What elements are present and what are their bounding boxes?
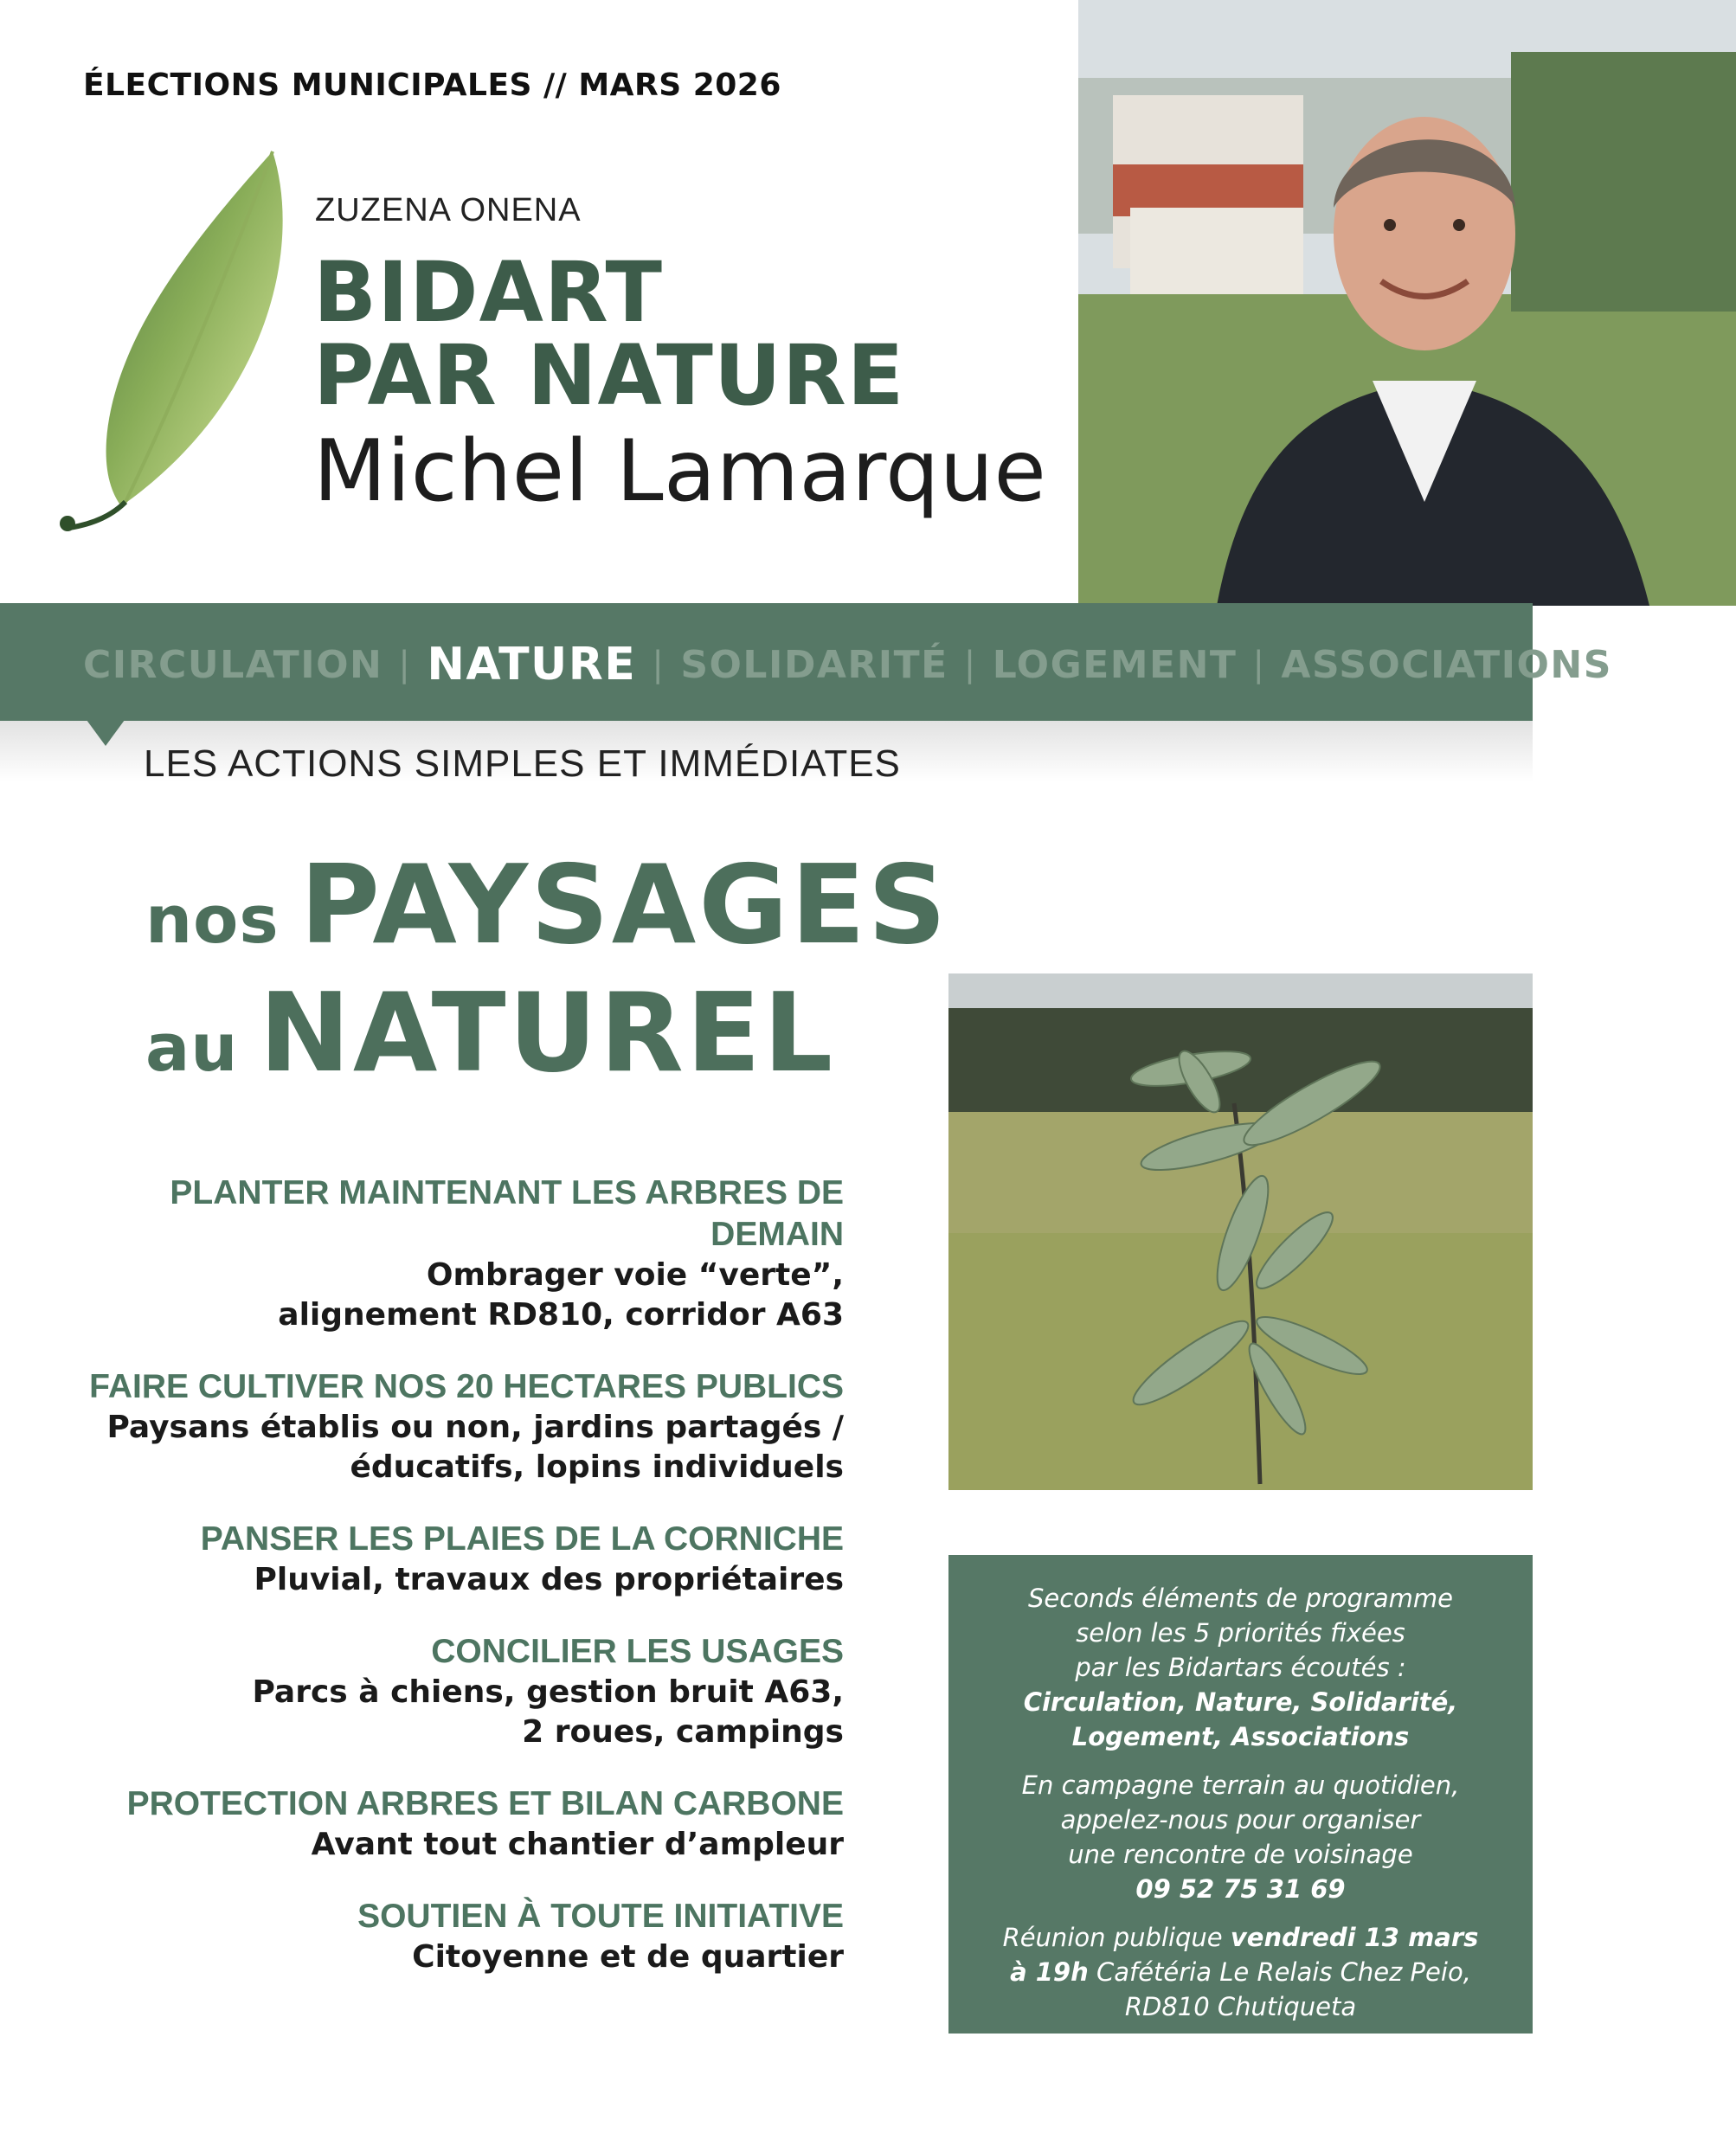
headline-line-1 [145, 841, 949, 968]
nav-item-solidarite: SOLIDARITÉ [680, 642, 948, 687]
title-line-2: PAR NATURE [313, 327, 905, 424]
nav-separator: | [963, 645, 977, 684]
info-line: par les Bidartars écoutés : [1075, 1653, 1406, 1682]
nav-pointer [87, 720, 125, 746]
info-contact-paragraph [948, 1768, 1533, 1906]
program-text: Paysans établis ou non, jardins partagés / [106, 1410, 844, 1445]
meeting-location: RD810 Chutiqueta [1124, 1992, 1357, 2021]
program-list [35, 1173, 844, 2008]
program-item [35, 1783, 844, 1865]
program-item [35, 1173, 844, 1335]
program-text: alignement RD810, corridor A63 [278, 1297, 844, 1333]
headline-big-1: PAYSAGES [299, 841, 949, 968]
info-priorities: Circulation, Nature, Solidarité, [1023, 1687, 1458, 1717]
info-program-paragraph [948, 1581, 1533, 1754]
candidate-portrait [1078, 0, 1736, 606]
program-heading: CONCILIER LES USAGES [431, 1633, 844, 1670]
meeting-venue: Cafétéria Le Relais Chez Peio, [1088, 1957, 1471, 1987]
program-text: Pluvial, travaux des propriétaires [254, 1562, 844, 1597]
headline-small-2: au [145, 1009, 239, 1086]
program-heading: PANSER LES PLAIES DE LA CORNICHE [200, 1520, 844, 1558]
info-priorities: Logement, Associations [1071, 1722, 1410, 1751]
nav-item-nature: NATURE [427, 639, 637, 691]
headline-big-2: NATUREL [259, 969, 836, 1096]
meeting-time: à 19h [1010, 1957, 1089, 1987]
nav-separator: | [652, 645, 665, 684]
info-line: une rencontre de voisinage [1068, 1840, 1413, 1869]
phone-number[interactable]: 09 52 75 31 69 [1135, 1874, 1346, 1904]
program-text: Avant tout chantier d’ampleur [311, 1827, 844, 1862]
info-line: appelez-nous pour organiser [1060, 1805, 1421, 1834]
program-item [35, 1519, 844, 1600]
program-text: 2 roues, campings [522, 1714, 844, 1750]
info-box [948, 1555, 1533, 2034]
program-text: éducatifs, lopins individuels [350, 1449, 844, 1485]
info-line: selon les 5 priorités fixées [1076, 1618, 1405, 1648]
program-text: Ombrager voie “verte”, [426, 1257, 844, 1293]
headline-small-1: nos [145, 881, 280, 958]
headline-line-2 [145, 969, 835, 1096]
program-text: Parcs à chiens, gestion bruit A63, [252, 1674, 844, 1710]
info-line: En campagne terrain au quotidien, [1021, 1770, 1460, 1800]
program-heading: PROTECTION ARBRES ET BILAN CARBONE [126, 1785, 844, 1822]
leaf-illustration [43, 143, 303, 541]
program-heading: SOUTIEN À TOUTE INITIATIVE [357, 1898, 844, 1935]
tagline: LES ACTIONS SIMPLES ET IMMÉDIATES [144, 742, 901, 785]
info-line: Réunion publique [1002, 1923, 1231, 1952]
nav-separator: | [1252, 645, 1266, 684]
program-item [35, 1631, 844, 1752]
program-item [35, 1366, 844, 1487]
program-item [35, 1896, 844, 1977]
election-header: ÉLECTIONS MUNICIPALES // MARS 2026 [83, 67, 781, 103]
program-heading: FAIRE CULTIVER NOS 20 HECTARES PUBLICS [89, 1368, 844, 1405]
nav-item-associations: ASSOCIATIONS [1281, 642, 1612, 687]
program-heading: PLANTER MAINTENANT LES ARBRES DE DEMAIN [170, 1174, 844, 1253]
nav-item-logement: LOGEMENT [992, 642, 1238, 687]
priority-nav [83, 639, 1612, 691]
title-line-1: BIDART [313, 244, 663, 341]
nav-separator: | [398, 645, 412, 684]
meeting-date: vendredi 13 mars [1230, 1923, 1479, 1952]
slogan-subtitle: ZUZENA ONENA [315, 192, 582, 228]
program-text: Citoyenne et de quartier [412, 1939, 844, 1975]
sapling-photo [948, 973, 1533, 1490]
candidate-name: Michel Lamarque [313, 422, 1047, 521]
info-meeting-paragraph [948, 1920, 1533, 2024]
info-line: Seconds éléments de programme [1028, 1584, 1453, 1613]
nav-item-circulation: CIRCULATION [83, 642, 383, 687]
